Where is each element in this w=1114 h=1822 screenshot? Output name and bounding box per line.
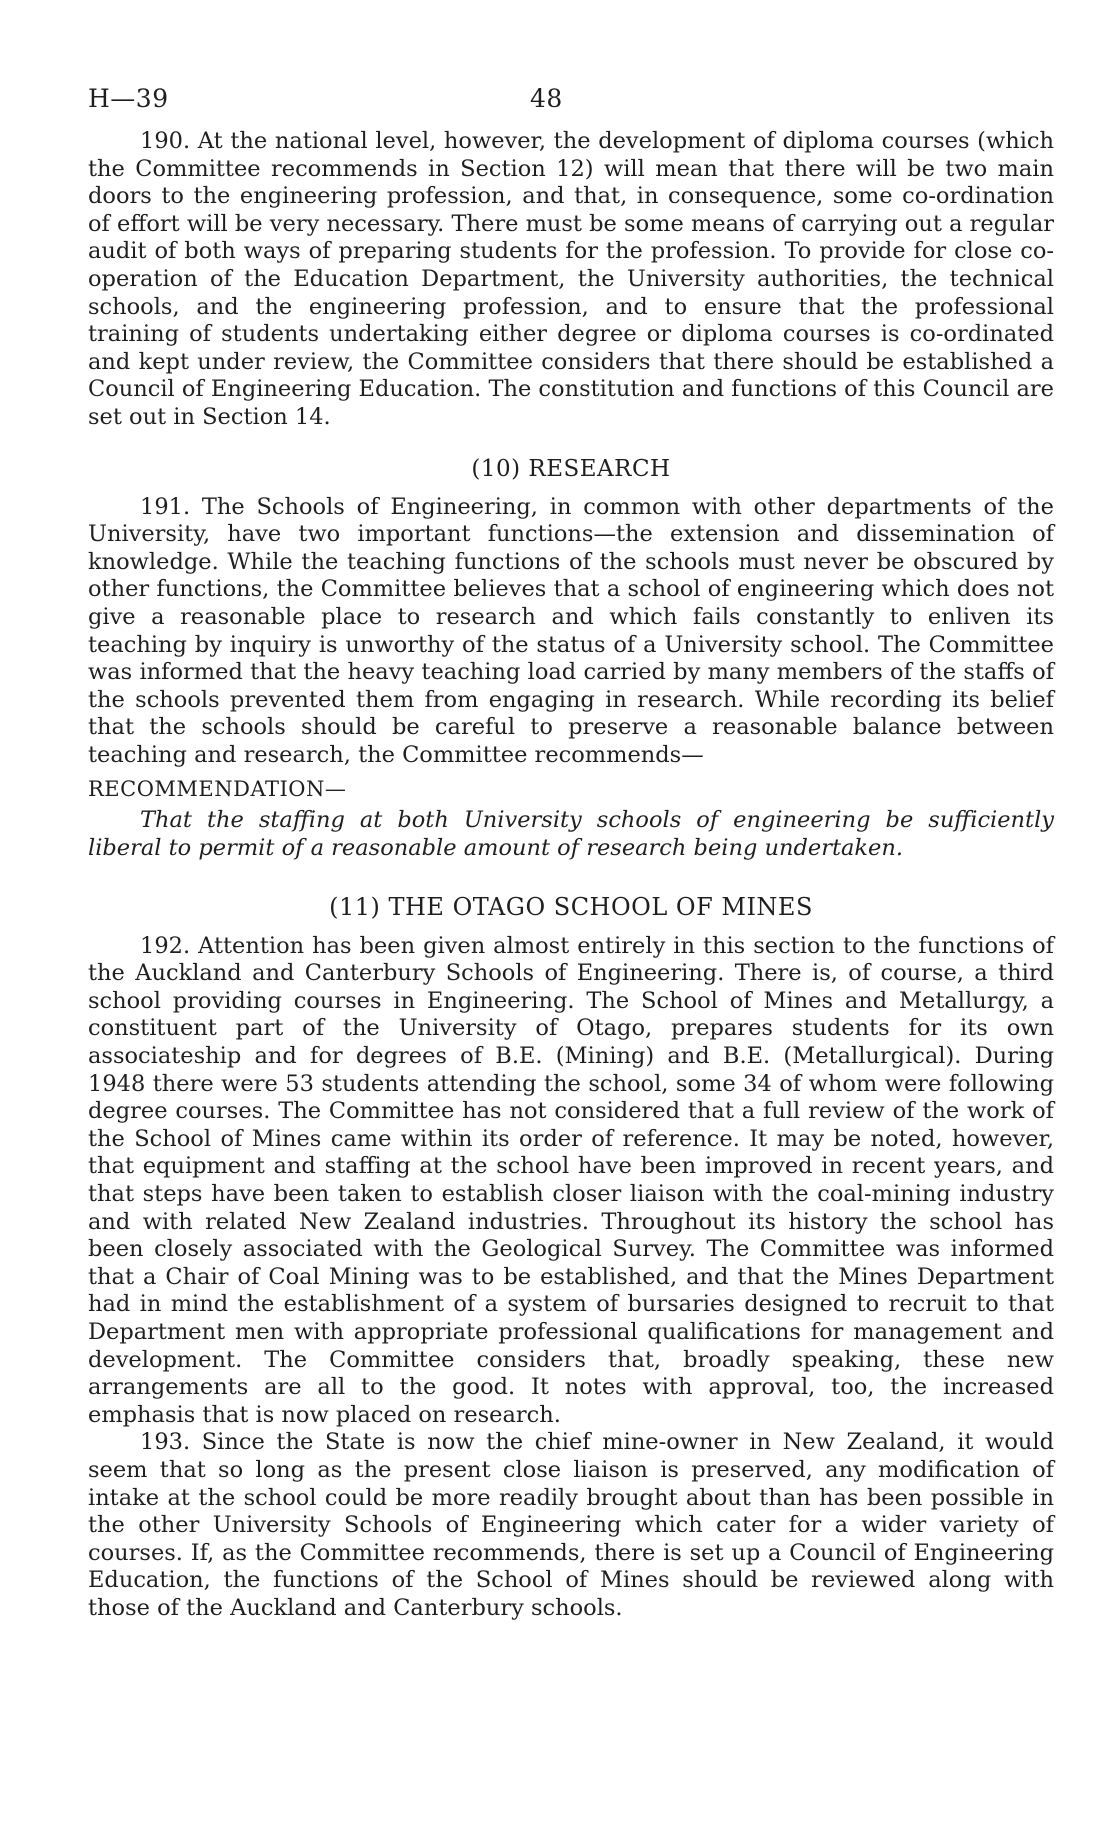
- page-number: 48: [530, 84, 563, 113]
- recommendation-label: RECOMMENDATION—: [88, 777, 347, 802]
- paragraph-191: 191. The Schools of Engineering, in common with other departments of the University, have two important functions—the extension and dissemination of knowledge. While the teaching functions of the schools must never be obscured by other functions, the Committee believes that a school of engineering which does not give a reasonable place to research and which fails constantly to enliven its teaching by inquiry is unworthy of the status of a University school. The Committee was informed that the heavy teaching load carried by many members of the staffs of the schools prevented them from engaging in research. While recording its belief that the schools should be careful to preserve a reasonable balance between teaching and research, the Committee recommends—: [88, 493, 1054, 768]
- document-reference: H—39: [88, 84, 169, 113]
- paragraph-192: 192. Attention has been given almost entirely in this section to the functions of the Auckland and Canterbury Schools of Engineering. There is, of course, a third school providing courses in Engineering. The School of Mines and Metallurgy, a constituent part of the University of Otago, prepares students for its own associateship and for degrees of B.E. (Mining) and B.E. (Metallurgical). During 1948 there were 53 students attending the school, some 34 of whom were following degree courses. The Committee has not considered that a full review of the work of the School of Mines came within its order of reference. It may be noted, however, that equipment and staffing at the school have been improved in recent years, and that steps have been taken to establish closer liaison with the coal-mining industry and with related New Zealand industries. Throughout its history the school has been closely associated with the Geological Survey. The Committee was informed that a Chair of Coal Mining was to be established, and that the Mines Department had in mind the establishment of a system of bursaries designed to recruit to that Department men with appropriate professional qualifications for management and development. The Committee considers that, broadly speaking, these new arrangements are all to the good. It notes with approval, too, the increased emphasis that is now placed on research.: [88, 932, 1054, 1428]
- section-heading-research: (10) RESEARCH: [471, 455, 671, 482]
- section-heading-otago-school-of-mines: (11) THE OTAGO SCHOOL OF MINES: [329, 892, 813, 921]
- recommendation-text: That the staffing at both University schools of engineering be sufficiently liberal to permit of a reasonable amount of research being undertaken.: [88, 807, 1054, 862]
- page-header: [88, 84, 1054, 128]
- paragraph-193: 193. Since the State is now the chief mine-owner in New Zealand, it would seem that so long as the present close liaison is preserved, any modification of intake at the school could be more readily brought about than has been possible in the other University Schools of Engineering which cater for a wider variety of courses. If, as the Committee recommends, there is set up a Council of Engineering Education, the functions of the School of Mines should be reviewed along with those of the Auckland and Canterbury schools.: [88, 1429, 1054, 1621]
- paragraph-190: 190. At the national level, however, the development of diploma courses (which the Committee recommends in Section 12) will mean that there will be two main doors to the engineering profession, and that, in consequence, some co-ordination of effort will be very necessary. There must be some means of carrying out a regular audit of both ways of preparing students for the profession. To provide for close co-operation of the Education Department, the University authorities, the technical schools, and the engineering profession, and to ensure that the professional training of students undertaking either degree or diploma courses is co-ordinated and kept under review, the Committee considers that there should be established a Council of Engineering Education. The constitution and functions of this Council are set out in Section 14.: [88, 128, 1054, 430]
